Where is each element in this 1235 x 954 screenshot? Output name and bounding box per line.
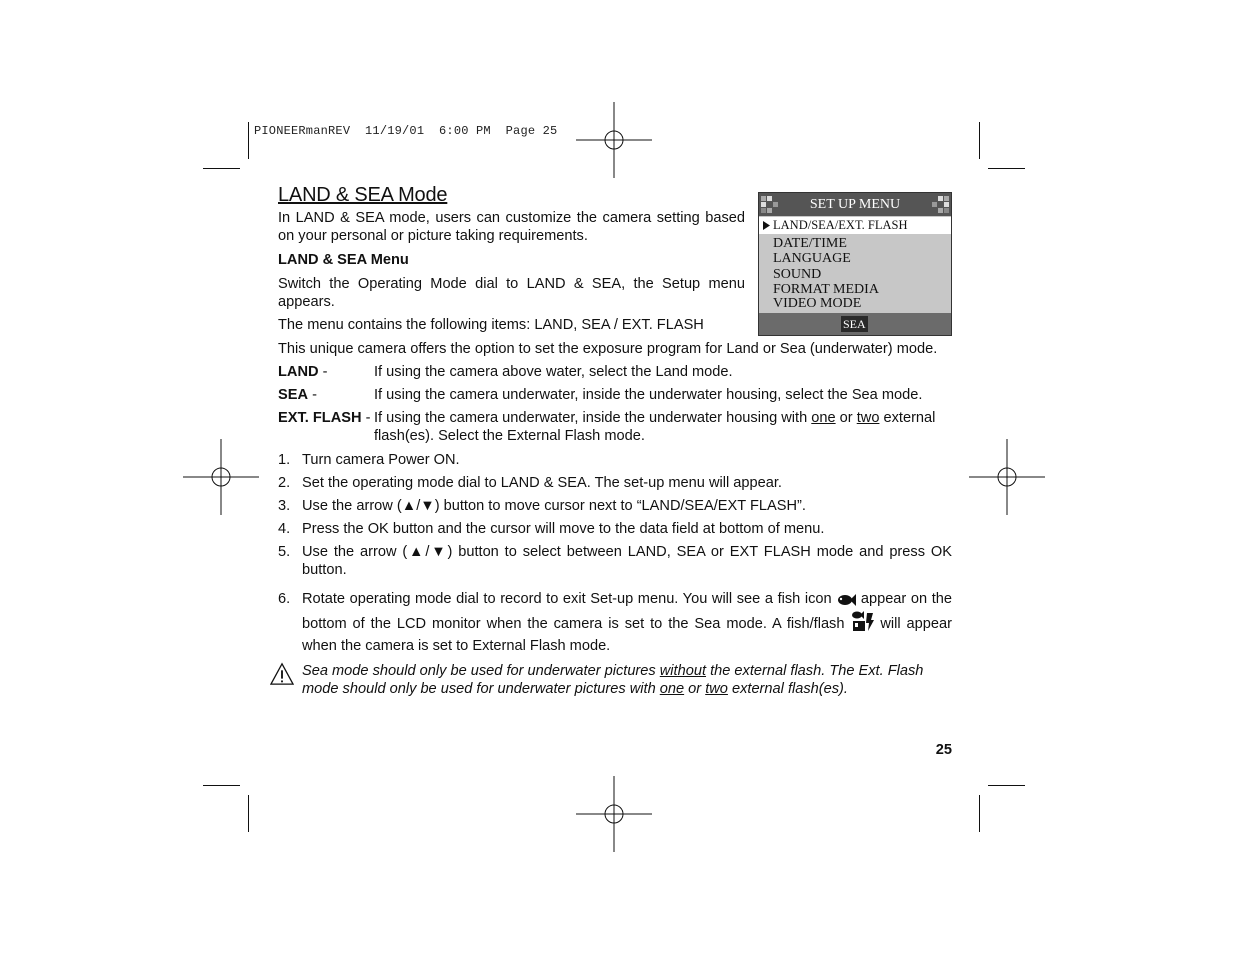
crop-mark: [248, 122, 249, 159]
definition-land: LAND - If using the camera above water, select the Land mode.: [278, 364, 733, 380]
definition-ext-flash: EXT. FLASH - If using the camera underwater, inside the underwater housing with one or two external flash(es). Select the External Flash mode.: [278, 410, 936, 444]
definition-sea: SEA - If using the camera underwater, inside the underwater housing, select the Sea mode.: [278, 387, 923, 403]
intro-paragraph: In LAND & SEA mode, users can customize the camera setting based on your personal or picture taking requirements.: [278, 210, 745, 244]
warning-note: Sea mode should only be used for underwater pictures without the external flash. The Ext. Flash mode should only be used for underwater pictures with one or two external flash(es).: [278, 662, 952, 698]
list-item: 1. Turn camera Power ON.: [278, 452, 460, 468]
steps-list: [278, 451, 952, 657]
registration-mark-icon: [576, 102, 652, 178]
page-number: 25: [935, 742, 952, 758]
registration-mark-icon: [183, 439, 259, 515]
list-item: 3. Use the arrow (▲/▼) button to move cursor next to “LAND/SEA/EXT FLASH”.: [278, 498, 806, 514]
page-title: LAND & SEA Mode: [278, 184, 448, 206]
section-heading: LAND & SEA Menu: [278, 252, 409, 268]
setup-menu-title: SET UP MENU: [809, 197, 901, 212]
crop-mark: [203, 168, 240, 169]
setup-menu-item: FORMAT MEDIA: [773, 282, 879, 297]
warning-icon: [270, 662, 294, 686]
registration-mark-icon: [969, 439, 1045, 515]
unique-paragraph: This unique camera offers the option to set the exposure program for Land or Sea (underwater) mode.: [278, 341, 938, 357]
setup-menu-item: LANGUAGE: [773, 251, 851, 266]
menu-contents-paragraph: The menu contains the following items: LAND, SEA / EXT. FLASH: [278, 317, 704, 333]
crop-mark: [988, 168, 1025, 169]
crop-mark: [203, 785, 240, 786]
mode-value-badge: SEA: [843, 317, 866, 331]
print-slug: PIONEERmanREV 11/19/01 6:00 PM Page 25: [254, 124, 558, 138]
crop-mark: [248, 795, 249, 832]
fish-icon: [836, 593, 856, 607]
list-item: 2. Set the operating mode dial to LAND & SEA. The set-up menu will appear.: [278, 475, 782, 491]
switch-paragraph: Switch the Operating Mode dial to LAND & SEA, the Setup menu appears.: [278, 276, 745, 310]
list-item: 6. Rotate operating mode dial to record to exit Set-up menu. You will see a fish icon appear on the bottom of the LCD monitor when the camera is set to the Sea mode. A fish/flash will appear when the camera is set to External Flash mode.: [278, 591, 952, 654]
setup-menu-item: SOUND: [773, 267, 822, 282]
list-item: 4. Press the OK button and the cursor will move to the data field at bottom of menu.: [278, 521, 825, 537]
registration-mark-icon: [576, 776, 652, 852]
page-content: [278, 186, 952, 698]
list-item: 5. Use the arrow (▲/▼) button to select between LAND, SEA or EXT FLASH mode and press OK button.: [278, 544, 952, 578]
crop-mark: [979, 122, 980, 159]
setup-menu-item: VIDEO MODE: [773, 296, 862, 311]
crop-mark: [979, 795, 980, 832]
arrow-keys-icon: ▲/▼: [401, 498, 435, 514]
crop-mark: [988, 785, 1025, 786]
setup-menu-selected-item: LAND/SEA/EXT. FLASH: [759, 217, 951, 234]
arrow-keys-icon: ▲/▼: [407, 544, 448, 560]
setup-menu-item: DATE/TIME: [773, 236, 847, 251]
fish-flash-icon: [850, 610, 874, 632]
